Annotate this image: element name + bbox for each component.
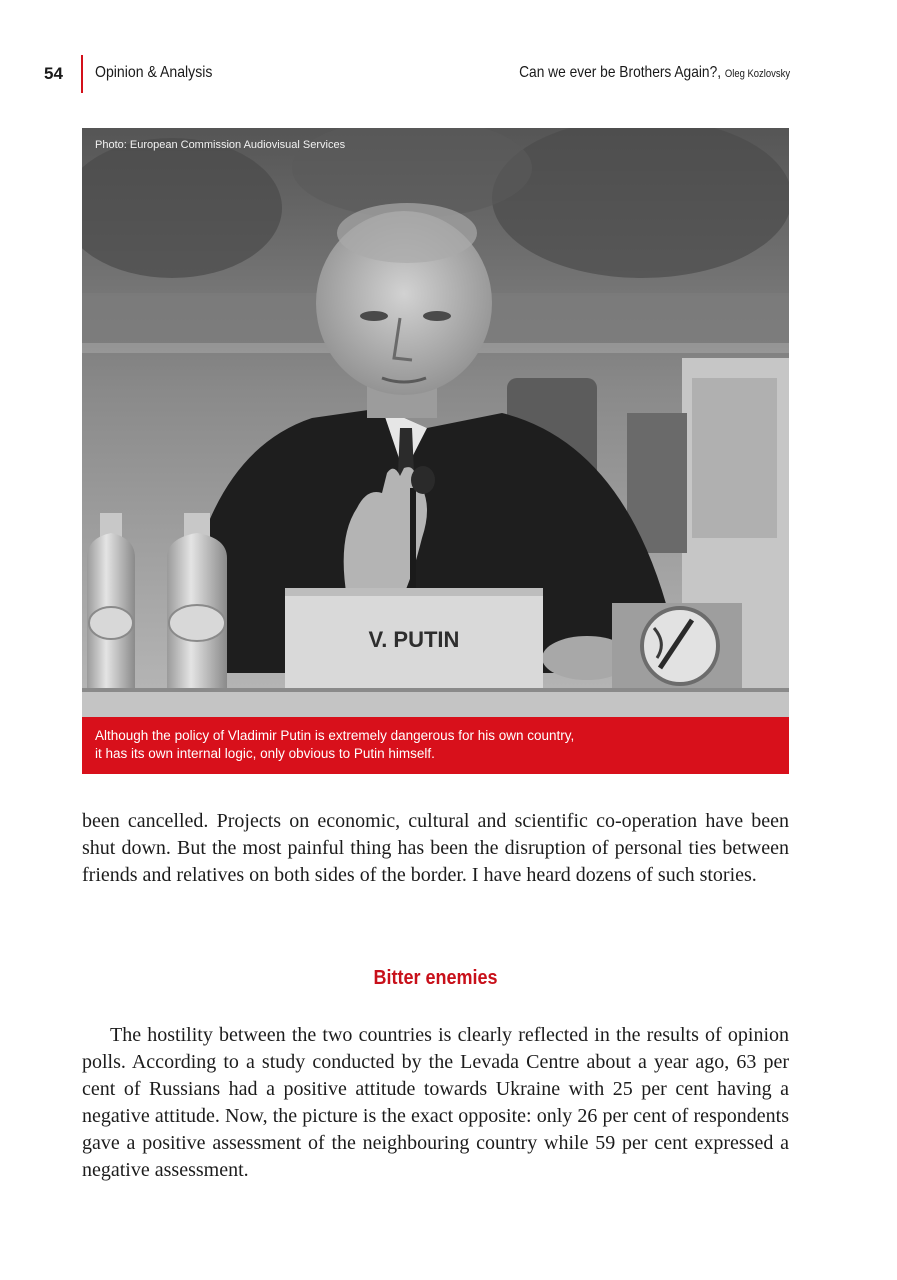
header-divider bbox=[81, 55, 83, 93]
running-title bbox=[519, 64, 790, 82]
placard-text: V. PUTIN bbox=[368, 627, 460, 652]
figure-caption: Although the policy of Vladimir Putin is extremely dangerous for his own country, it has its own internal logic, only obvious to Putin himself. bbox=[95, 728, 575, 761]
page-header bbox=[0, 55, 897, 95]
article-title: Can we ever be Brothers Again?, bbox=[519, 64, 721, 81]
photo-illustration bbox=[82, 128, 789, 717]
section-heading: Bitter enemies bbox=[373, 967, 498, 989]
page-number: 54 bbox=[44, 64, 63, 83]
article-figure bbox=[82, 128, 789, 774]
section-label: Opinion & Analysis bbox=[95, 64, 213, 81]
caption-bar bbox=[82, 717, 789, 774]
body-paragraph-1: been cancelled. Projects on economic, cultural and scientific co-operation have been shut down. But the most painful thing has been the disruption of personal ties between friends and relatives on both sides of the border. I have heard dozens of such stories. bbox=[82, 810, 789, 886]
photo-credit: Photo: European Commission Audiovisual Services bbox=[95, 139, 346, 151]
body-paragraph-2: The hostility between the two countries is clearly reflected in the results of opinion polls. According to a study conducted by the Levada Centre about a year ago, 63 per cent of Russians had a positive attitude towards Ukraine with 25 per cent having a negative attitude. Now, the picture is the exact opposite: only 26 per cent of respondents gave a positive assessment of the neighbouring country while 59 per cent expressed a negative assessment. bbox=[82, 1024, 789, 1181]
author-name: Oleg Kozlovsky bbox=[724, 68, 790, 80]
photo bbox=[82, 128, 789, 717]
